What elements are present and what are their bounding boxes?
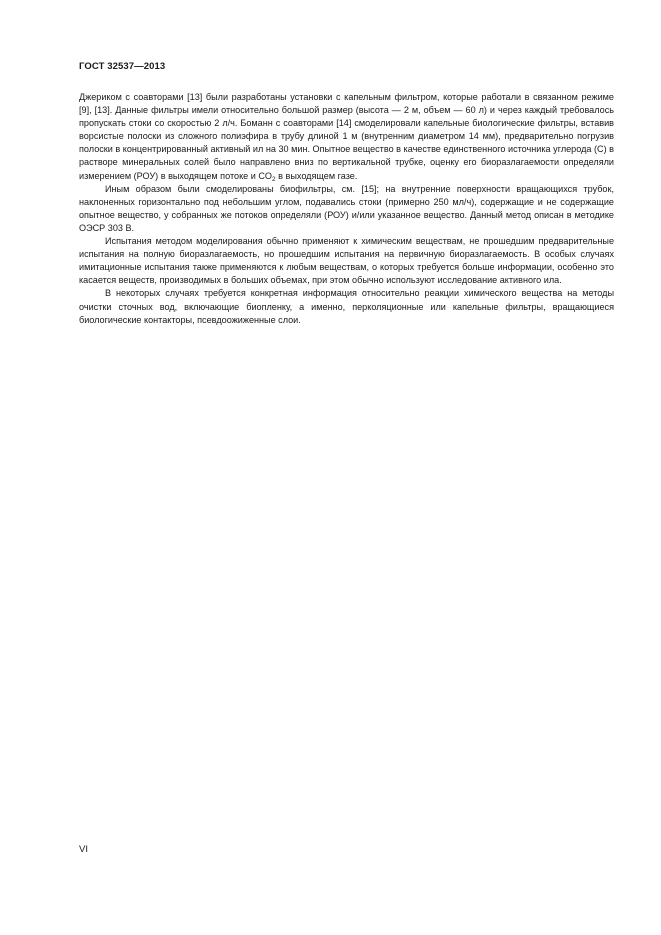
co2-subscript: 2 [272,175,276,183]
paragraph-1-tail: в выходящем газе. [275,170,358,181]
paragraph-2: Иным образом были смоделированы биофильтры, см. [15]; на внутренние поверхности вращающихся трубок, наклоненных горизонтально под небольшим углом, подавались стоки (примерно 250 мл/ч), содержащие и не содержащие опытное вещество, у собранных же потоков определяли (РОУ) и/или указанное вещество. Данный метод описан в методике ОЭСР 303 В. [79,183,614,233]
paragraph-3: Испытания методом моделирования обычно применяют к химическим веществам, не прошедшим предварительные испытания на полную биоразлагаемость, но прошедшим испытания на первичную биоразлагаемость. В особых случаях имитационные испытания также применяются к любым веществам, о которых требуется больше информации, особенно это касается веществ, производимых в больших объемах, при этом обычно используют исследование активного ила. [79,236,614,286]
paragraph-1-text: Джериком с соавторами [13] были разработаны установки с капельным фильтром, которые работали в связанном режиме [9], [13]. Данные фильтры имели относительно большой размер (высота — 2 м, объем — 60 л) и через каждый требовалось пропускать стоки со скоростью 2 л/ч. Боманн с соавторами [14] смоделировали капельные биологические фильтры, вставив ворсистые полоски из сложного полиэфира в трубу длиной 1 м (внутренним диаметром 14 мм), предварительно погрузив полоски в концентрированный активный ил на 30 мин. Опытное вещество в качестве единственного источника углерода (С) в растворе минеральных солей было направлено вниз по вертикальной трубке, оценку его биоразлагаемости определяли измерением (РОУ) в выходящем потоке и CO [79,92,614,181]
paragraph-4: В некоторых случаях требуется конкретная информация относительно реакции химического вещества на методы очистки сточных вод, включающие биопленку, а именно, перколяционные или капельные фильтры, вращающиеся биологические контакторы, псевдоожиженные слои. [79,288,614,325]
document-header: ГОСТ 32537—2013 [79,61,166,72]
main-text [79,91,614,327]
page-number: VI [79,844,88,855]
paragraph-1 [79,91,614,183]
